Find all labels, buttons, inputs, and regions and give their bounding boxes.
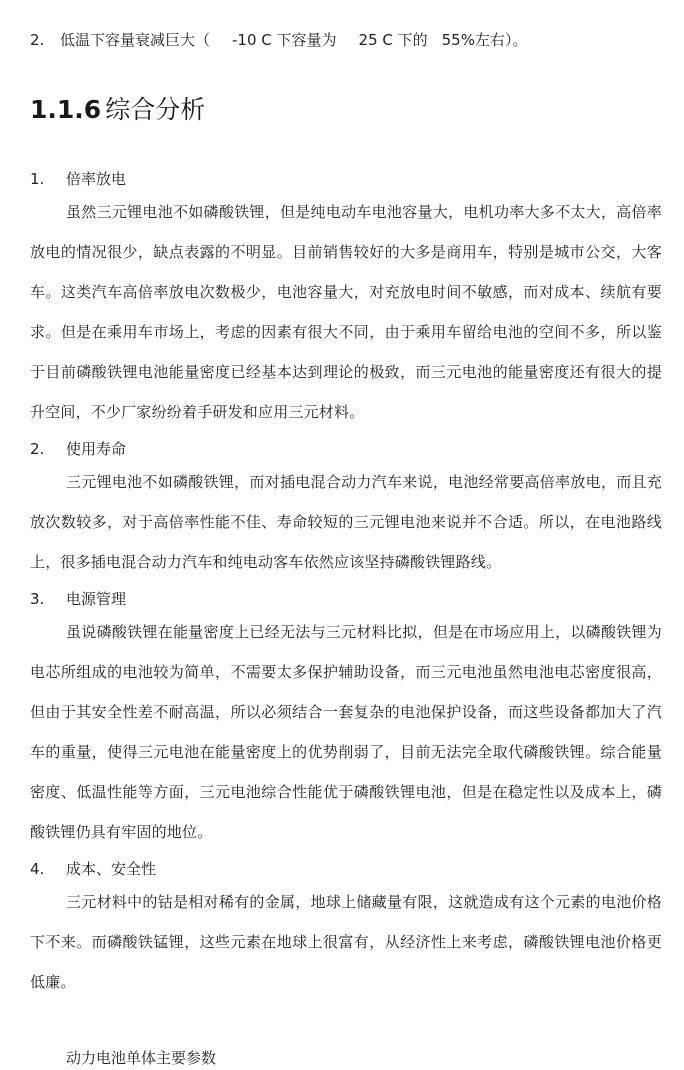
item-paragraph: 虽说磷酸铁锂在能量密度上已经无法与三元材料比拟，但是在市场应用上，以磷酸铁锂为电芯所组成的电池较为简单，不需要太多保护辅助设备，而三元电池虽然电池电芯密度很高，但由于其安全性差不耐高温，所以必须结合一套复杂的电池保护设备，而这些设备都加大了汽车的重量，使得三元电池在能量密度上的优势削弱了，目前无法完全取代磷酸铁锂。综合能量密度、低温性能等方面，三元电池综合性能优于磷酸铁锂电池，但是在稳定性以及成本上，磷酸铁锂仍具有牢固的地位。 bbox=[30, 623, 662, 841]
list-item-text-d: 55%左右）。 bbox=[441, 31, 528, 49]
item-heading bbox=[30, 856, 662, 882]
section-number: 1.1.6 bbox=[30, 95, 102, 124]
analysis-item-cost-safety bbox=[30, 856, 662, 1002]
list-item-low-temperature bbox=[30, 28, 527, 52]
item-title: 倍率放电 bbox=[66, 170, 127, 188]
item-title: 电源管理 bbox=[66, 590, 127, 608]
list-item-number: 2. bbox=[30, 31, 45, 49]
item-paragraph: 三元材料中的钴是相对稀有的金属，地球上储藏量有限，这就造成有这个元素的电池价格下不来。而磷酸铁锰锂，这些元素在地球上很富有，从经济性上来考虑，磷酸铁锂电池价格更低廉。 bbox=[30, 893, 662, 991]
section-heading bbox=[30, 92, 205, 128]
item-paragraph: 三元锂电池不如磷酸铁锂，而对插电混合动力汽车来说，电池经常要高倍率放电，而且充放次数较多，对于高倍率性能不佳、寿命较短的三元锂电池来说并不合适。所以，在电池路线上，很多插电混合动力汽车和纯电动客车依然应该坚持磷酸铁锂路线。 bbox=[30, 473, 662, 571]
cut-off-heading: 动力电池单体主要参数 bbox=[66, 1049, 217, 1067]
list-item-text-c: 25 C 下的 bbox=[358, 31, 428, 49]
item-paragraph: 虽然三元锂电池不如磷酸铁锂，但是纯电动车电池容量大，电机功率大多不太大，高倍率放电的情况很少，缺点表露的不明显。目前销售较好的大多是商用车，特别是城市公交，大客车。这类汽车高倍率放电次数极少，电池容量大，对充放电时间不敏感，而对成本、续航有要求。但是在乘用车市场上，考虑的因素有很大不同，由于乘用车留给电池的空间不多，所以鉴于目前磷酸铁锂电池能量密度已经基本达到理论的极致，而三元电池的能量密度还有很大的提升空间，不少厂家纷纷着手研发和应用三元材料。 bbox=[30, 203, 662, 421]
analysis-item-service-life bbox=[30, 436, 662, 582]
item-number: 2. bbox=[30, 440, 45, 458]
analysis-item-rate-discharge bbox=[30, 166, 662, 432]
item-title: 使用寿命 bbox=[66, 440, 127, 458]
analysis-item-power-management bbox=[30, 586, 662, 852]
item-heading bbox=[30, 436, 662, 462]
list-item-text-a: 低温下容量衰减巨大（ bbox=[60, 31, 211, 49]
item-heading bbox=[30, 586, 662, 612]
item-heading bbox=[30, 166, 662, 192]
section-title: 综合分析 bbox=[105, 95, 206, 124]
analysis-content bbox=[30, 166, 662, 1006]
item-number: 4. bbox=[30, 860, 45, 878]
item-number: 3. bbox=[30, 590, 45, 608]
item-number: 1. bbox=[30, 170, 45, 188]
list-item-text-b: -10 C 下容量为 bbox=[232, 31, 337, 49]
item-title: 成本、安全性 bbox=[66, 860, 157, 878]
